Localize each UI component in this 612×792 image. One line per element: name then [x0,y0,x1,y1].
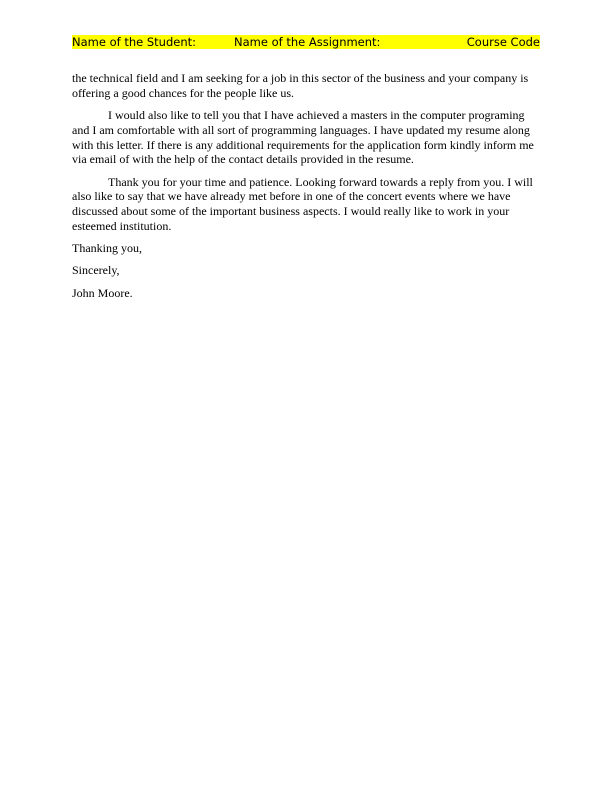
letter-paragraph-3: Thank you for your time and patience. Looking forward towards a reply from you. I will also like to say that we have already met before in one of the concert events where we have discussed about some of the important business aspects. I would really like to work in your esteemed institution. [72,174,533,233]
header-assignment-name: Name of the Assignment: [234,35,381,49]
header-course-code: Course Code [466,35,540,49]
letter-signature: John Moore. [72,285,133,300]
letter-body [72,71,540,308]
header-student-name: Name of the Student: [72,35,196,49]
letter-paragraph-2: I would also like to tell you that I have achieved a masters in the computer programing and I am comfortable with all sort of programming languages. I have updated my resume along with this letter. If there is any additional requirements for the application form kindly inform me via email of with the help of the contact details provided in the resume. [72,107,534,167]
letter-paragraph-1: the technical field and I am seeking for a job in this sector of the business and your company is offering a good chances for the people like us. [72,71,529,100]
letter-thanks: Thanking you, [72,241,142,256]
page-header [72,35,540,49]
letter-closing: Sincerely, [72,263,120,278]
